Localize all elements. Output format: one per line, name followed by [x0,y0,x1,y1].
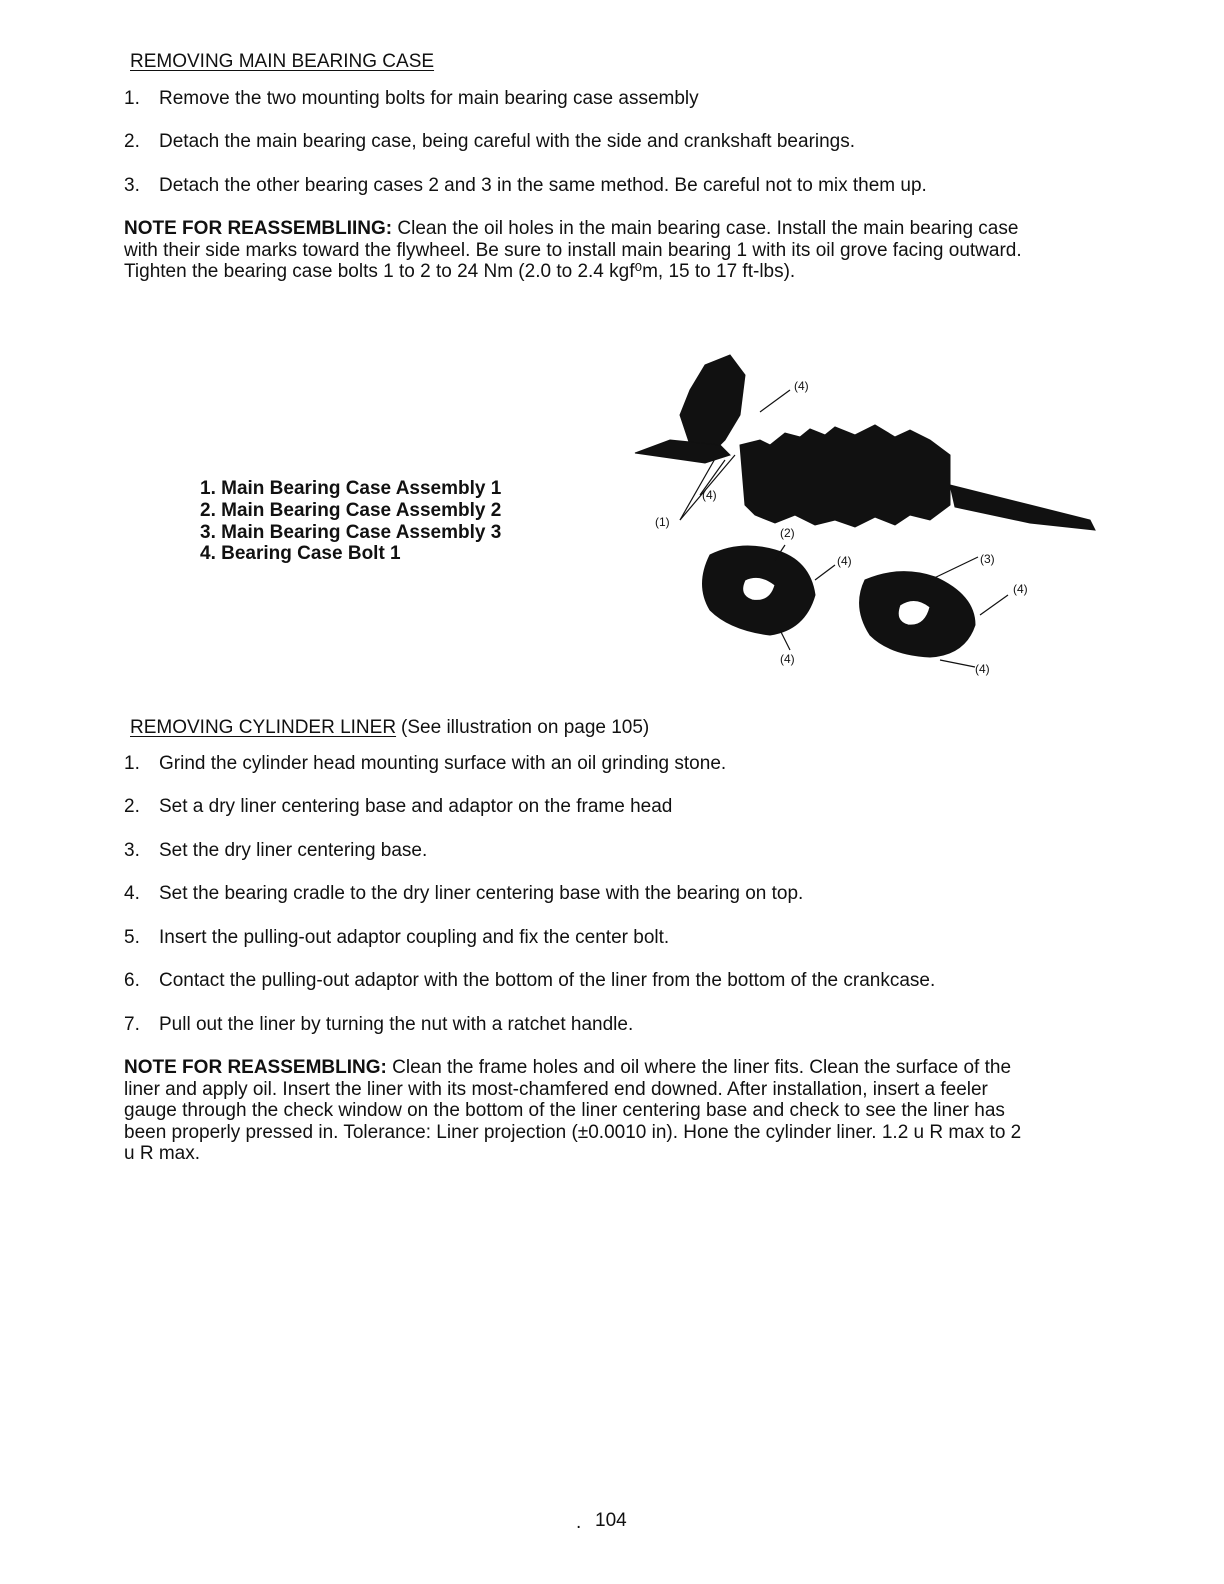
step-number: 1. [124,753,140,774]
legend-item: 4. Bearing Case Bolt 1 [200,543,401,565]
step-text: Set a dry liner centering base and adaptor on the frame head [159,796,673,817]
step-number: 3. [124,175,140,196]
step-item [124,175,927,197]
step-item [124,883,803,905]
callout-4: (4) [975,662,990,676]
step-text: Contact the pulling-out adaptor with the bottom of the liner from the bottom of the crankcase. [159,970,936,991]
step-number: 6. [124,970,140,991]
step-text: Set the bearing cradle to the dry liner centering base with the bearing on top. [159,883,804,904]
bearing-case-2-shape [703,546,816,635]
step-number: 1. [124,88,140,109]
crankshaft-shape [740,425,950,527]
note-text: Clean the oil holes in the main bearing case. Install the main bearing case with their side marks toward the flywheel. Be sure to install main bearing 1 with its oil grove facing outward. Tighten the bearing case bolts 1 to 2 to 24 Nm (2.0 to 2.4 kgf⁰m, 15 to 17 ft-lbs). [124,218,1022,282]
bearing-case-1-shape [680,355,745,455]
callout-4: (4) [702,488,717,502]
callout-3: (3) [980,552,995,566]
note-label: NOTE FOR REASSEMBLING: [124,1057,387,1078]
callout-4: (4) [837,554,852,568]
callout-4: (4) [794,379,809,393]
legend-item: 1. Main Bearing Case Assembly 1 [200,478,502,499]
step-text: Detach the main bearing case, being careful with the side and crankshaft bearings. [159,131,856,152]
section-heading-text: REMOVING MAIN BEARING CASE [130,51,435,72]
legend-item: 3. Main Bearing Case Assembly 3 [200,521,502,543]
callout-4: (4) [1013,582,1028,596]
step-text: Detach the other bearing cases 2 and 3 in the same method. Be careful not to mix them up. [159,175,927,196]
step-item [124,88,699,110]
step-item [124,927,669,949]
callout-4: (4) [780,652,795,666]
step-number: 7. [124,1014,140,1035]
section-heading-suffix: (See illustration on page 105) [401,717,650,738]
step-item [124,1014,633,1036]
step-number: 2. [124,796,140,817]
step-number: 4. [124,883,140,904]
step-text: Pull out the liner by turning the nut with a ratchet handle. [159,1014,634,1035]
step-item [124,753,726,775]
note-text: Clean the frame holes and oil where the liner fits. Clean the surface of the liner and apply oil. Insert the liner with its most-chamfered end downed. After installation, insert a feeler gauge through the check window on the bottom of the liner centering base and check to see the liner has been properly pressed in. Tolerance: Liner projection (±0.0010 in). Hone the cylinder liner. 1.2 u R max to 2 u R max. [124,1057,1022,1164]
step-item [124,131,855,153]
step-number: 5. [124,927,140,948]
note-label: NOTE FOR REASSEMBLIING: [124,218,393,239]
crankshaft-bearing-illustration [610,345,1110,690]
callout-2: (2) [780,526,795,540]
section-heading-main-bearing-case [130,51,434,73]
reassembly-note [124,218,1024,283]
page-number: 104 [595,1510,627,1531]
callout-1: (1) [655,515,670,529]
step-item [124,796,672,818]
bearing-case-3-shape [860,572,975,657]
section-heading-cylinder-liner [130,717,649,739]
figure-legend [200,478,501,565]
step-number: 2. [124,131,140,152]
step-item [124,840,427,862]
step-text: Set the dry liner centering base. [159,840,428,861]
reassembly-note [124,1057,1024,1165]
step-text: Grind the cylinder head mounting surface with an oil grinding stone. [159,753,727,774]
step-text: Remove the two mounting bolts for main bearing case assembly [159,88,699,109]
page-dot: . [576,1512,582,1533]
section-heading-text: REMOVING CYLINDER LINER [130,717,397,738]
step-item [124,970,935,992]
step-text: Insert the pulling-out adaptor coupling and fix the center bolt. [159,927,670,948]
step-number: 3. [124,840,140,861]
legend-item: 2. Main Bearing Case Assembly 2 [200,499,502,521]
